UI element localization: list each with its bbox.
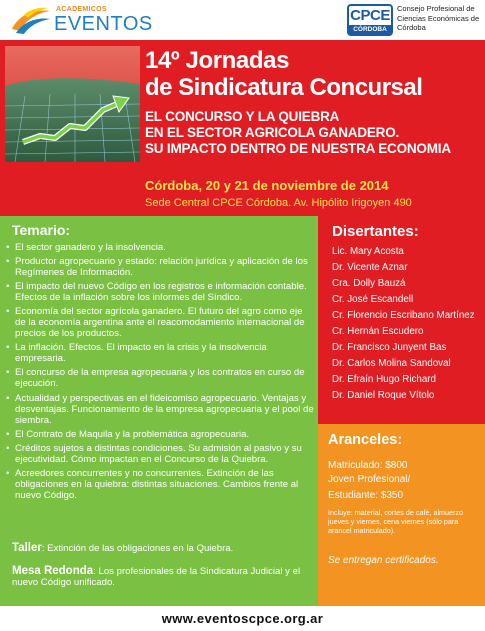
subtitle-line: EN EL SECTOR AGRICOLA GANADERO. [145, 125, 400, 140]
subtitle-line: SU IMPACTO DENTRO DE NUESTRA ECONOMIA [145, 141, 451, 156]
taller-info [12, 543, 312, 554]
cpce-logo-text: CPCE [350, 7, 390, 24]
list-item: • El Contrato de Maquila y la problemática agropecuaria. [5, 429, 315, 440]
event-date: Córdoba, 20 y 21 de noviembre de 2014 [145, 178, 389, 193]
taller-text: : Extinción de las obligaciones en la Quiebra. [41, 543, 234, 554]
speaker-item: Dr. Daniel Roque Vítolo [332, 390, 435, 401]
speaker-item: Dr. Carlos Molina Sandoval [332, 358, 451, 369]
disertantes-panel [318, 216, 485, 424]
rising-chart-over-field-image [5, 46, 140, 162]
speaker-item: Dr. Francisco Junyent Bas [332, 342, 447, 353]
temario-list [5, 242, 315, 504]
mesa-redonda-text: : Los profesionales de la Sindicatura Judicial y el nuevo Código unificado. [12, 566, 301, 588]
swoosh-logo-icon [10, 5, 52, 35]
price-estudiante: Estudiante: $350 [328, 490, 404, 501]
disertantes-list [332, 244, 484, 404]
temario-heading: Temario: [12, 222, 71, 238]
council-name: Consejo Profesional de Ciencias Económicas de Córdoba [397, 4, 480, 32]
speaker-item: Cra. Dolly Bauzá [332, 278, 406, 289]
list-item: • Economía del sector agrícola ganadero. El futuro del agro como eje de la economía argentina ante el reacomodamiento internacional de precios de los productos. [5, 306, 315, 339]
logo-big-text: EVENTOS [54, 13, 153, 35]
event-banner [0, 40, 485, 216]
list-item: • Actualidad y perspectivas en el fideicomiso agropecuario. Ventajas y desventajas. Funcionamiento de la empresa agropecuaria y el pool de siembra. [5, 393, 315, 426]
list-item: • Productor agropecuario y estado: relación jurídica y aplicación de los Regímenes de Información. [5, 256, 315, 278]
speaker-item: Lic. Mary Acosta [332, 246, 404, 257]
certificates-note: Se entregan certificados. [328, 555, 439, 566]
list-item: • El impacto del nuevo Código en los registros e información contable. Efectos de la inflación sobre los informes del Síndico. [5, 281, 315, 303]
temario-panel [0, 216, 318, 606]
footer [0, 606, 485, 631]
list-item: • El sector ganadero y la insolvencia. [5, 242, 315, 253]
mesa-redonda-label: Mesa Redonda [12, 565, 94, 577]
mesa-redonda-info [12, 566, 315, 588]
header [0, 0, 485, 40]
disertantes-heading: Disertantes: [332, 223, 419, 240]
speaker-item: Cr. José Escandell [332, 294, 414, 305]
cpce-logo-city: CÓRDOBA [349, 25, 391, 34]
list-item: • Acreedores concurrentes y no concurrentes. Extinción de las obligaciones en la quiebra: distintas situaciones. Cambios frente al nuevo Código. [5, 468, 315, 501]
aranceles-heading: Aranceles: [328, 432, 403, 448]
list-item: • La inflación. Efectos. El impacto en la crisis y la insolvencia empresaria. [5, 342, 315, 364]
taller-label: Taller [12, 542, 42, 554]
subtitle-line: EL CONCURSO Y LA QUIEBRA [145, 109, 340, 124]
aranceles-panel [318, 424, 485, 606]
list-item: • Créditos sujetos a distintas condiciones. Su admisión al pasivo y su ejecutividad. Cómo impactan en el Concurso de la Quiebra. [5, 443, 315, 465]
website-link[interactable]: www.eventoscpce.org.ar [161, 611, 324, 626]
eventos-logo[interactable] [10, 3, 160, 37]
list-item: • El concurso de la empresa agropecuaria y los contratos en curso de ejecución. [5, 367, 315, 389]
speaker-item: Dr. Vicente Aznar [332, 262, 408, 273]
logo-small-text: ACADEMICOS [56, 6, 107, 13]
price-joven-profesional: Joven Profesional/ [328, 474, 411, 485]
speaker-item: Dr. Efraín Hugo Richard [332, 374, 437, 385]
price-includes-note: Incluye: material, cortes de café, almuerzo jueves y viernes, cena viernes (sólo para arancel matriculado). [328, 508, 464, 535]
event-subtitle [145, 109, 480, 157]
event-venue: Sede Central CPCE Córdoba. Av. Hipólito Irigoyen 490 [145, 197, 412, 209]
speaker-item: Cr. Florencio Escribano Martínez [332, 310, 475, 321]
speaker-item: Cr. Hernán Escudero [332, 326, 424, 337]
price-matriculado: Matriculado: $800 [328, 460, 408, 471]
cpce-logo[interactable] [347, 4, 393, 36]
event-title-line-2: de Sindicatura Concursal [145, 74, 423, 101]
event-title: 14º Jornadas [145, 47, 290, 74]
